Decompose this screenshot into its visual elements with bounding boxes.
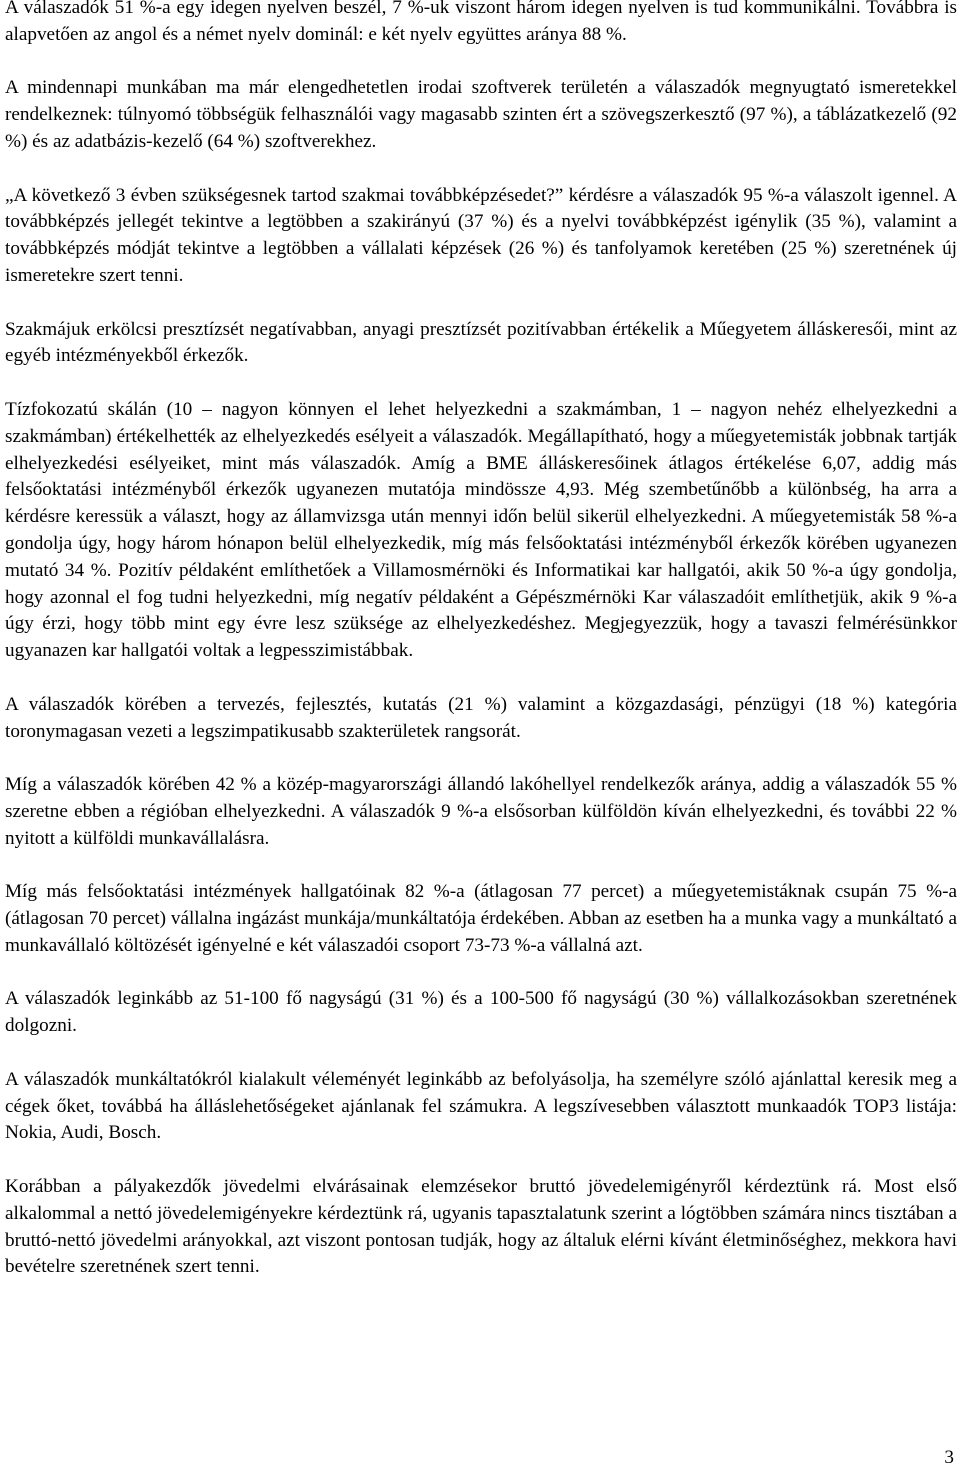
document-body <box>5 0 957 1308</box>
paragraph-prestige: Szakmájuk erkölcsi presztízsét negatívabban, anyagi presztízsét pozitívabban értékelik a Műegyetem álláskeresői, mint az egyéb intézményekből érkezők. <box>5 318 957 367</box>
page-number: 3 <box>944 1447 954 1468</box>
paragraph-office-software: A mindennapi munkában ma már elengedhetetlen irodai szoftverek területén a válaszadók megnyugtató ismeretekkel rendelkeznek: túlnyomó többségük felhasználói vagy magasabb szinten ért a szövegszerkesztő (97 %), a táblázatkezelő (92 %) és az adatbázis-kezelő (64 %) szoftverekhez. <box>5 77 957 152</box>
paragraph-regional-preferences: Míg a válaszadók körében 42 % a közép-magyarországi állandó lakóhellyel rendelkezők aránya, addig a válaszadók 55 % szeretne ebben a régióban elhelyezkedni. A válaszadók 9 %-a elsősorban külföldön kíván elhelyezkedni, és további 22 % nyitott a külföldi munkavállalásra. <box>5 774 957 849</box>
paragraph-employment-chances: Tízfokozatú skálán (10 – nagyon könnyen el lehet helyezkedni a szakmámban, 1 – nagyon nehéz elhelyezkedni a szakmámban) értékelhették az elhelyezkedés esélyeit a válaszadók. Megállapítható, hogy a műegyetemisták jobbnak tartják elhelyezkedési esélyeiket, mint más válaszadók. Amíg a BME álláskeresőinek átlagos értékelése 6,07, addig más felsőoktatási intézményből érkezők ugyanezen mutatója mindössze 4,93. Még szembetűnőbb a különbség, ha arra a kérdésre keressük a választ, hogy az államvizsga után mennyi időn belül sikerül elhelyezkedni. A műegyetemisták 58 %-a gondolja úgy, hogy három hónapon belül elhelyezkedik, míg más felsőoktatási intézményből érkezők körében ugyanezen mutató 34 %. Pozitív példaként említhetőek a Villamosmérnöki és Informatikai kar hallgatói, akik 50 %-a úgy gondolja, hogy azonnal el fog tudni helyezkedni, míg negatív példaként a Gépészmérnöki Kar válaszadóit említhetjük, akik 9 %-a úgy érzi, hogy több mint egy évre lesz szüksége az elhelyezkedéshez. Megjegyezzük, hogy a tavaszi felmérésünkkor ugyanazen kar hallgatói voltak a legpesszimistábbak. <box>5 398 957 662</box>
paragraph-language-skills: A válaszadók 51 %-a egy idegen nyelven beszél, 7 %-uk viszont három idegen nyelven is tud kommunikálni. Továbbra is alapvetően az angol és a német nyelv dominál: e két nyelv együttes aránya 88 %. <box>5 0 957 45</box>
paragraph-commuting: Míg más felsőoktatási intézmények hallgatóinak 82 %-a (átlagosan 77 percet) a műegyetemistáknak csupán 75 %-a (átlagosan 70 percet) vállalna ingázást munkája/munkáltatója érdekében. Abban az esetben ha a munka vagy a munkáltató a munkavállaló költözését igényelné e két válaszadói csoport 73-73 %-a vállalná azt. <box>5 881 957 956</box>
paragraph-company-size: A válaszadók leginkább az 51-100 fő nagyságú (31 %) és a 100-500 fő nagyságú (30 %) vállalkozásokban szeretnének dolgozni. <box>5 988 957 1037</box>
paragraph-preferred-fields: A válaszadók körében a tervezés, fejlesztés, kutatás (21 %) valamint a közgazdasági, pénzügyi (18 %) kategória toronymagasan vezeti a legszimpatikusabb szakterületek rangsorát. <box>5 693 957 742</box>
paragraph-employer-opinion: A válaszadók munkáltatókról kialakult véleményét leginkább az befolyásolja, ha személyre szóló ajánlattal keresik meg a cégek őket, továbbá ha álláslehetőségeket ajánlanak fel számukra. A legszívesebben választott munkaadók TOP3 listája: Nokia, Audi, Bosch. <box>5 1068 957 1144</box>
paragraph-salary-expectations: Korábban a pályakezdők jövedelmi elvárásainak elemzésekor bruttó jövedelemigényről kérdeztünk rá. Most első alkalommal a nettó jövedelemigényekre kérdeztünk rá, ugyanis tapasztalatunk szerint a lógtöbben számára nincs tisztában a bruttó-nettó jövedelmi arányokkal, azt viszont pontosan tudják, hogy az általuk elérni kívánt életminőséghez, mekkora havi bevételre szeretnének szert tenni. <box>5 1176 957 1278</box>
paragraph-further-training: „A következő 3 évben szükségesnek tartod szakmai továbbképzésedet?” kérdésre a válaszadók 95 %-a válaszolt igennel. A továbbképzés jellegét tekintve a legtöbben a szakirányú (37 %) és a nyelvi továbbképzést igénylik (35 %), valamint a továbbképzés módját tekintve a legtöbben a vállalati képzések (26 %) és tanfolyamok keretében (25 %) szeretnének új ismeretekre szert tenni. <box>5 184 957 286</box>
